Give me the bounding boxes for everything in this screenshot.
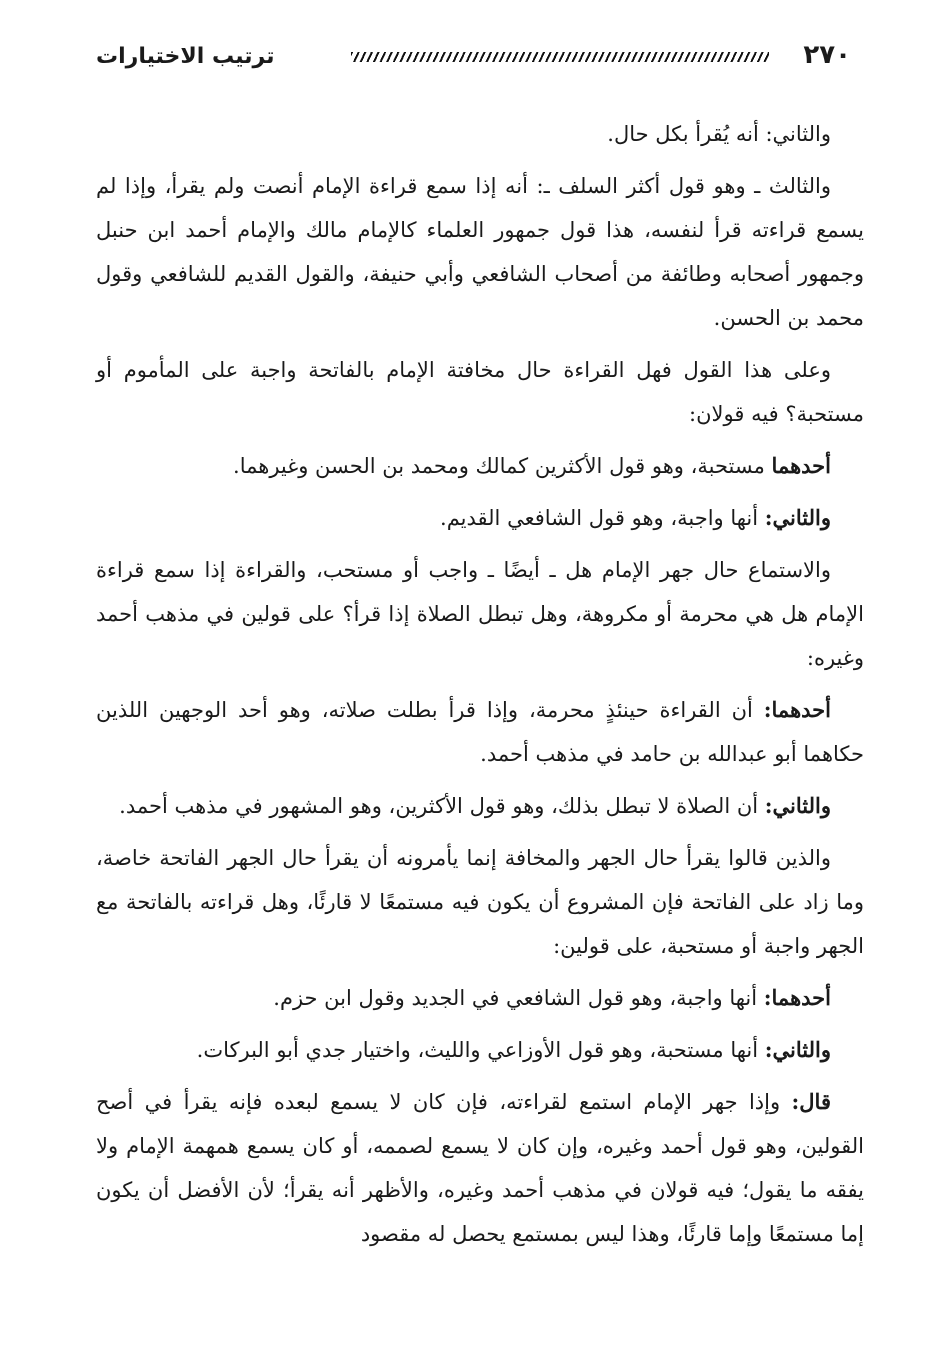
- page-number: ٢٧٠: [803, 40, 851, 70]
- paragraph: [96, 976, 864, 1020]
- page-header: [96, 38, 851, 78]
- paragraph: [96, 548, 864, 680]
- paragraph-text: أنها واجبة، وهو قول الشافعي القديم.: [440, 506, 765, 530]
- paragraph-label: قال:: [791, 1089, 831, 1114]
- paragraph: [96, 836, 864, 968]
- running-title: ترتيب الاختيارات: [96, 44, 275, 69]
- paragraph-text: والثالث ـ وهو قول أكثر السلف ـ: أنه إذا سمع قراءة الإمام أنصت ولم يقرأ، وإذا لم يسمع قراءته قرأ لنفسه، هذا قول جمهور العلماء كالإمام مالك والإمام أحمد ابن حنبل وجمهور أصحابه وطائفة من أصحاب الشافعي وأبي حنيفة، والقول القديم للشافعي وقول محمد بن الحسن.: [96, 174, 864, 330]
- paragraph-text: وعلى هذا القول فهل القراءة حال مخافتة الإمام بالفاتحة واجبة على المأموم أو مستحبة؟ فيه قولان:: [96, 358, 864, 426]
- paragraph: [96, 164, 864, 340]
- paragraph-text: مستحبة، وهو قول الأكثرين كمالك ومحمد بن الحسن وغيرهما.: [233, 454, 772, 478]
- paragraph: [96, 688, 864, 776]
- paragraph-label: والثاني:: [764, 505, 831, 530]
- paragraph-label: والثاني:: [764, 1037, 831, 1062]
- header-rule: [351, 52, 769, 62]
- page-body: [96, 112, 864, 1264]
- paragraph: [96, 1028, 864, 1072]
- paragraph: [96, 1080, 864, 1256]
- paragraph-text: والاستماع حال جهر الإمام هل ـ أيضًا ـ واجب أو مستحب، والقراءة إذا سمع قراءة الإمام هل هي محرمة أو مكروهة، وهل تبطل الصلاة إذا قرأ؟ على قولين في مذهب أحمد وغيره:: [96, 558, 864, 670]
- paragraph: [96, 444, 864, 488]
- paragraph-text: والذين قالوا يقرأ حال الجهر والمخافة إنما يأمرونه أن يقرأ حال الجهر الفاتحة خاصة، وما زاد على الفاتحة فإن المشروع أن يكون فيه مستمعًا لا قارئًا، وهل قراءته بالفاتحة مع الجهر واجبة أو مستحبة، على قولين:: [96, 846, 864, 958]
- paragraph-text: والثاني: أنه يُقرأ بكل حال.: [607, 122, 831, 146]
- paragraph-text: أنها مستحبة، وهو قول الأوزاعي والليث، واختيار جدي أبو البركات.: [196, 1038, 765, 1062]
- paragraph-label: أحدهما:: [763, 697, 831, 722]
- paragraph-label: أحدهما: [771, 453, 831, 478]
- paragraph: [96, 112, 864, 156]
- paragraph: [96, 348, 864, 436]
- paragraph-text: أن القراءة حينئذٍ محرمة، وإذا قرأ بطلت صلاته، وهو أحد الوجهين اللذين حكاهما أبو عبدالله بن حامد في مذهب أحمد.: [96, 698, 864, 766]
- paragraph-label: أحدهما:: [763, 985, 831, 1010]
- paragraph-text: وإذا جهر الإمام استمع لقراءته، فإن كان لا يسمع لبعده فإنه يقرأ في أصح القولين، وهو قول أحمد وغيره، وإن كان لا يسمع لصممه، أو كان يسمع همهمة الإمام ولا يفقه ما يقول؛ فيه قولان في مذهب أحمد وغيره، والأظهر أنه يقرأ؛ لأن الأفضل أن يكون إما مستمعًا وإما قارئًا، وهذا ليس بمستمع يحصل له مقصود: [96, 1090, 864, 1246]
- paragraph-text: أنها واجبة، وهو قول الشافعي في الجديد وقول ابن حزم.: [273, 986, 764, 1010]
- paragraph: [96, 784, 864, 828]
- paragraph-label: والثاني:: [764, 793, 831, 818]
- paragraph-text: أن الصلاة لا تبطل بذلك، وهو قول الأكثرين، وهو المشهور في مذهب أحمد.: [119, 794, 765, 818]
- paragraph: [96, 496, 864, 540]
